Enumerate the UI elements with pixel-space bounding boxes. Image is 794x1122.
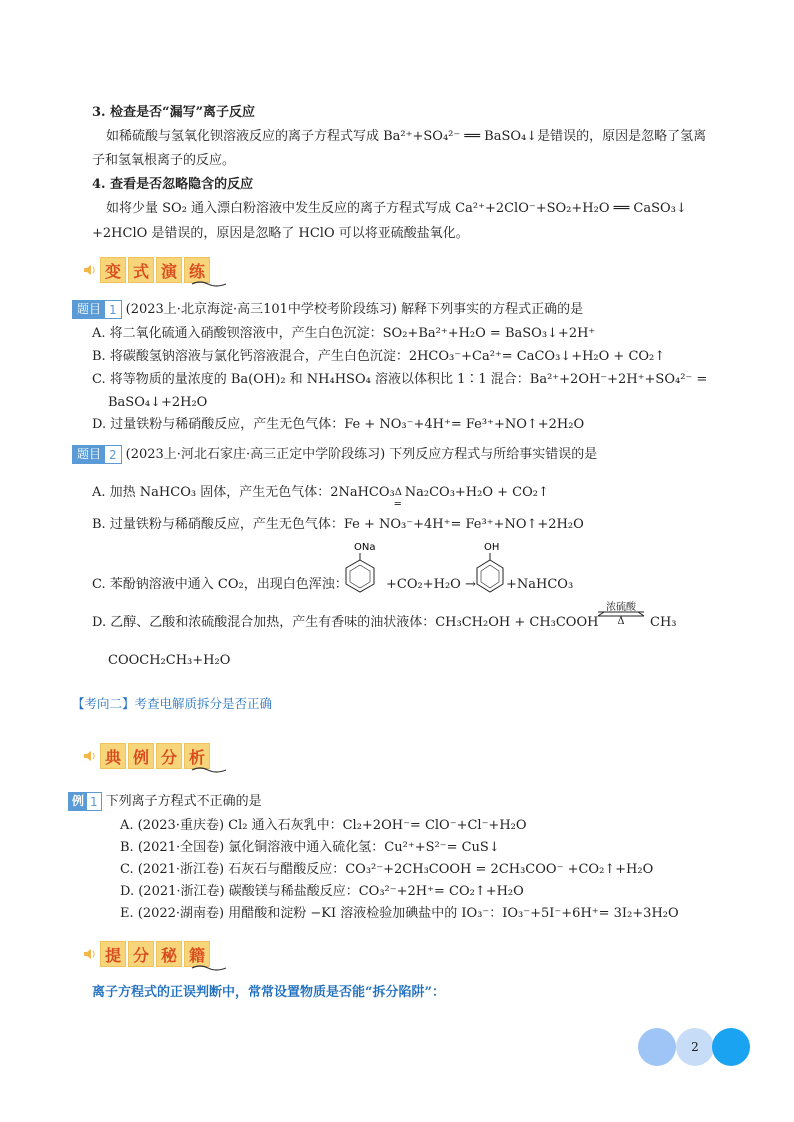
question-text: (2023上·河北石家庄·高三正定中学阶段练习) 下列反应方程式与所给事实错误的是 (125, 447, 598, 462)
option-b: B. 过量铁粉与稀硝酸反应，产生无色气体：Fe + NO₃⁻+4H⁺= Fe³⁺+NO↑+2H₂O (92, 517, 584, 532)
paragraph-line: +2HClO 是错误的，原因是忽略了 HClO 可以将亚硫酸盐氧化。 (92, 226, 469, 241)
option-d-cont: COOCH₂CH₃+H₂O (108, 653, 231, 668)
decorative-squiggle (190, 964, 230, 972)
decorative-squiggle (190, 766, 230, 774)
banner-char: 析 (184, 743, 210, 769)
condition-top: 浓硫酸 (606, 602, 636, 613)
option-b: B. 将碳酸氢钠溶液与氯化钙溶液混合，产生白色沉淀：2HCO₃⁻+Ca²⁺= CaCO₃↓+H₂O + CO₂↑ (92, 349, 666, 364)
question-2-stem (72, 445, 597, 464)
banner-char: 式 (128, 257, 154, 283)
reaction-condition-arrow (598, 598, 644, 628)
speaker-icon (82, 263, 96, 277)
delta-symbol: Δ (394, 487, 402, 498)
example-1-stem (68, 792, 262, 811)
example-tag: 例 1 (68, 792, 102, 811)
question-tag: 题目 2 (72, 445, 122, 464)
banner-char: 籍 (184, 941, 210, 967)
question-tag: 题目 1 (72, 300, 122, 319)
option-c-cont: BaSO₄↓+2H₂O (108, 395, 208, 410)
phenol-structure (472, 540, 508, 596)
heading-sec3: 3. 检查是否“漏写”离子反应 (92, 105, 256, 120)
option-c: C. 将等物质的量浓度的 Ba(OH)₂ 和 NH₄HSO₄ 溶液以体积比 1∶1 混合：Ba²⁺+2OH⁻+2H⁺+SO₄²⁻ = (92, 372, 708, 387)
paragraph-line: 子和氢氧根离子的反应。 (92, 153, 236, 168)
option-d: D. 过量铁粉与稀硝酸反应，产生无色气体：Fe + NO₃⁻+4H⁺= Fe³⁺+NO↑+2H₂O (92, 417, 585, 432)
paragraph-line: 如稀硫酸与氢氧化钡溶液反应的离子方程式写成 Ba²⁺+SO₄²⁻ ══ BaSO₄↓是错误的，原因是忽略了氢离 (106, 129, 707, 144)
example-option-e: E. (2022·湖南卷) 用醋酸和淀粉 −KI 溶液检验加碘盐中的 IO₃⁻：IO₃⁻+5I⁻+6H⁺= 3I₂+3H₂O (120, 906, 679, 921)
example-option-b: B. (2021·全国卷) 氯化铜溶液中通入硫化氢：Cu²⁺+S²⁻= CuS↓ (120, 840, 500, 855)
banner-char: 变 (100, 257, 126, 283)
example-option-c: C. (2021·浙江卷) 石灰石与醋酸反应：CO₃²⁻+2CH₃COOH = 2CH₃COO⁻ +CO₂↑+H₂O (120, 862, 654, 877)
page-decor-circle (638, 1028, 676, 1066)
tip-text: 离子方程式的正误判断中，常常设置物质是否能“拆分陷阱”： (92, 985, 445, 1000)
option-a: A. 将二氧化硫通入硝酸钡溶液中，产生白色沉淀：SO₂+Ba²⁺+H₂O = BaSO₃↓+2H⁺ (92, 326, 596, 341)
oh-label: OH (484, 542, 500, 553)
page-decor-circle (712, 1028, 750, 1066)
decorative-squiggle (190, 280, 230, 288)
example-option-a: A. (2023·重庆卷) Cl₂ 通入石灰乳中：Cl₂+2OH⁻= ClO⁻+Cl⁻+H₂O (120, 818, 527, 833)
banner-char: 提 (100, 941, 126, 967)
banner-char: 例 (128, 743, 154, 769)
condition-bottom: Δ (617, 616, 625, 627)
banner-char: 练 (184, 257, 210, 283)
banner-char: 分 (128, 941, 154, 967)
option-d-post: CH₃ (650, 615, 677, 630)
option-a: A. 加热 NaHCO₃ 固体，产生无色气体：2NaHCO₃ Δ ═ Na₂CO₃+H₂O + CO₂↑ (92, 485, 549, 510)
banner-char: 秘 (156, 941, 182, 967)
option-c-post: +NaHCO₃ (506, 577, 574, 592)
option-c-mid: +CO₂+H₂O → (386, 577, 476, 592)
question-1-stem (72, 300, 583, 319)
banner-char: 分 (156, 743, 182, 769)
question-text: (2023上·北京海淀·高三101中学校考阶段练习) 解释下列事实的方程式正确的是 (125, 302, 584, 317)
ona-label: ONa (354, 542, 376, 553)
paragraph-line: 如将少量 SO₂ 通入漂白粉溶液中发生反应的离子方程式写成 Ca²⁺+2ClO⁻+SO₂+H₂O ══ CaSO₃↓ (106, 201, 687, 216)
speaker-icon (82, 749, 96, 763)
banner-char: 典 (100, 743, 126, 769)
section-title: 【考向二】考查电解质拆分是否正确 (72, 696, 273, 711)
example-option-d: D. (2021·浙江卷) 碳酸镁与稀盐酸反应：CO₃²⁻+2H⁺= CO₂↑+H₂O (120, 884, 524, 899)
page-number-badge (676, 1028, 714, 1066)
speaker-icon (82, 947, 96, 961)
heading-sec4: 4. 查看是否忽略隐含的反应 (92, 177, 254, 192)
option-d-pre: D. 乙醇、乙酸和浓硫酸混合加热，产生有香味的油状液体：CH₃CH₂OH + CH₃COOH (92, 615, 599, 630)
page-number: 2 (691, 1040, 699, 1054)
sodium-phenoxide-structure (340, 540, 380, 596)
option-c-pre: C. 苯酚钠溶液中通入 CO₂，出现白色浑浊： (92, 577, 348, 592)
example-text: 下列离子方程式不正确的是 (105, 794, 262, 809)
banner-char: 演 (156, 257, 182, 283)
